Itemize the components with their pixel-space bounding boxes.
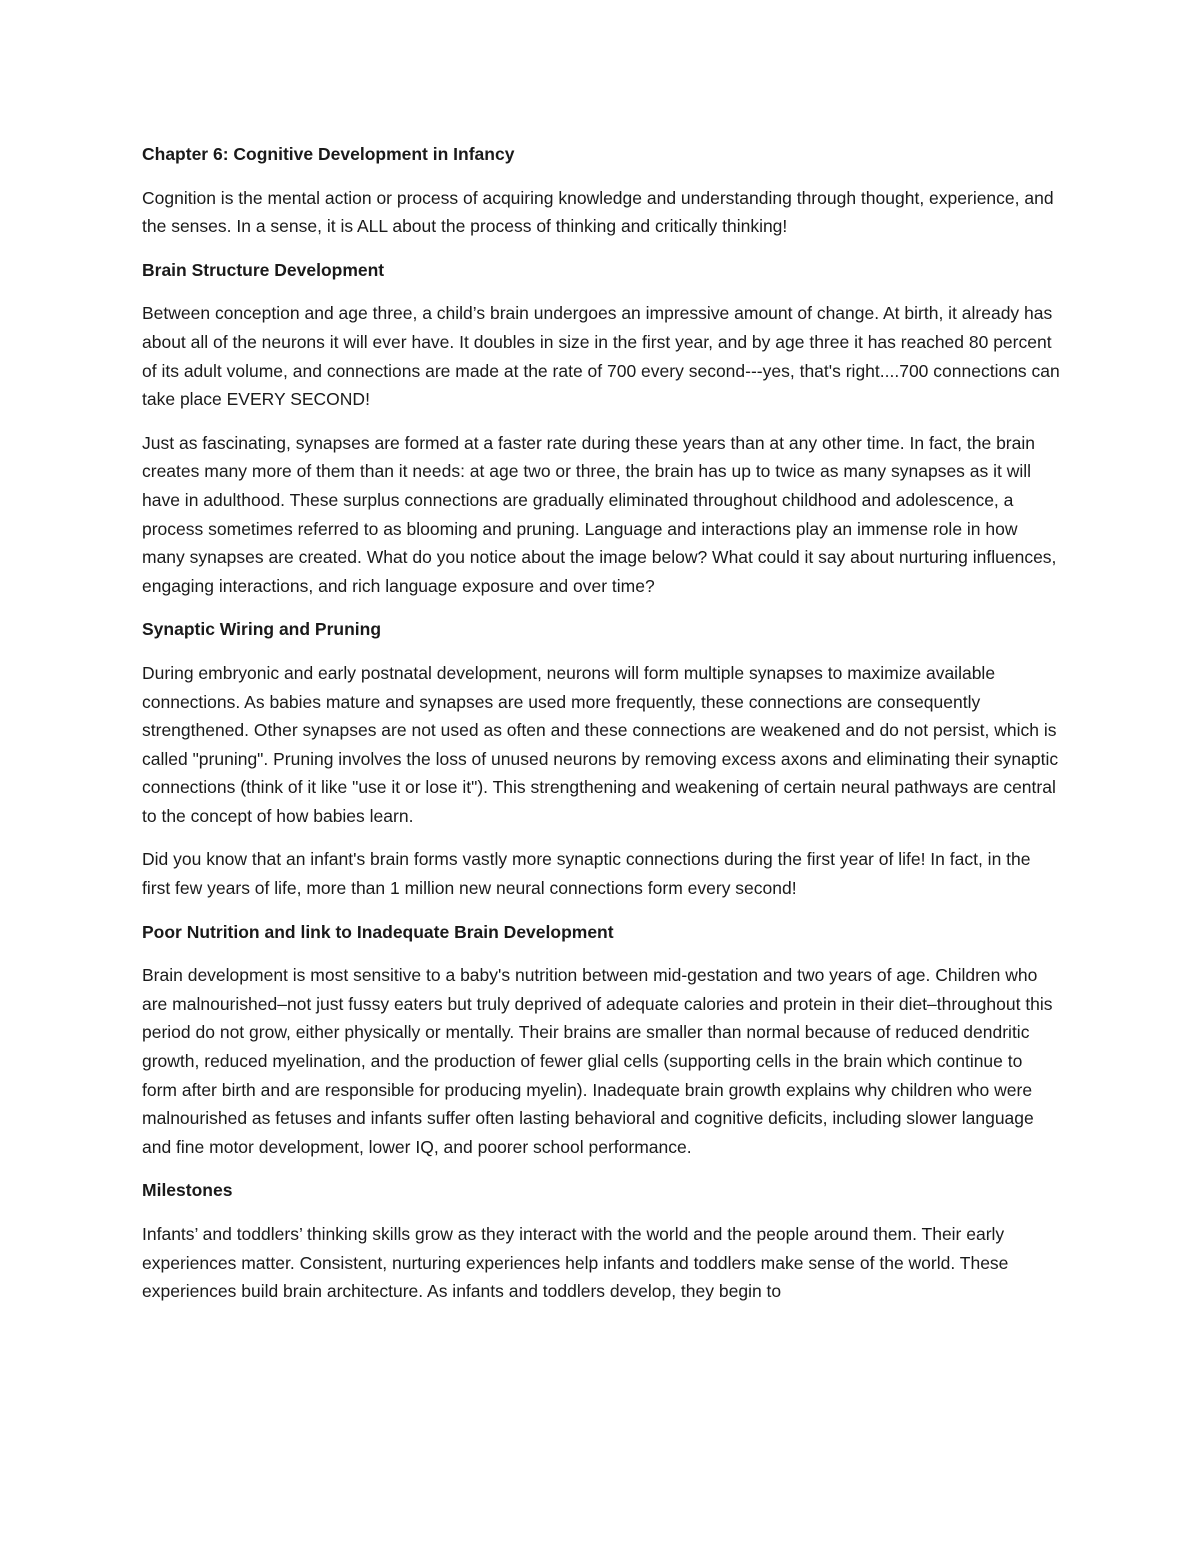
paragraph-synaptic-wiring-2: Did you know that an infant's brain forms vastly more synaptic connections during the first year of life! In fact, in the first few years of life, more than 1 million new neural connections form every second!: [142, 849, 1031, 899]
document-page: [142, 140, 1062, 1321]
section-heading-poor-nutrition: Poor Nutrition and link to Inadequate Brain Development: [142, 921, 614, 942]
paragraph-milestones-1: Infants’ and toddlers’ thinking skills grow as they interact with the world and the people around them. Their early experiences matter. Consistent, nurturing experiences help infants and toddlers make sense of the world. These experiences build brain architecture. As infants and toddlers develop, they begin to: [142, 1224, 1009, 1302]
section-heading-synaptic-wiring: Synaptic Wiring and Pruning: [142, 619, 382, 640]
paragraph-brain-structure-1: Between conception and age three, a child’s brain undergoes an impressive amount of change. At birth, it already has about all of the neurons it will ever have. It doubles in size in the first year, and by age three it has reached 80 percent of its adult volume, and connections are made at the rate of 700 every second---yes, that's right....700 connections can take place EVERY SECOND!: [142, 303, 1060, 410]
paragraph-brain-structure-2: Just as fascinating, synapses are formed at a faster rate during these years than at any other time. In fact, the brain creates many more of them than it needs: at age two or three, the brain has up to twice as many synapses as it will have in adulthood. These surplus connections are gradually eliminated throughout childhood and adolescence, a process sometimes referred to as blooming and pruning. Language and interactions play an immense role in how many synapses are created. What do you notice about the image below? What could it say about nurturing influences, engaging interactions, and rich language exposure and over time?: [142, 432, 1057, 596]
section-heading-milestones: Milestones: [142, 1180, 233, 1201]
section-heading-brain-structure: Brain Structure Development: [142, 259, 385, 280]
paragraph-synaptic-wiring-1: During embryonic and early postnatal development, neurons will form multiple synapses to maximize available connections. As babies mature and synapses are used more frequently, these connections are consequently strengthened. Other synapses are not used as often and these connections are weakened and do not persist, which is called "pruning". Pruning involves the loss of unused neurons by removing excess axons and eliminating their synaptic connections (think of it like "use it or lose it"). This strengthening and weakening of certain neural pathways are central to the concept of how babies learn.: [142, 662, 1059, 826]
paragraph-poor-nutrition-1: Brain development is most sensitive to a baby's nutrition between mid-gestation and two years of age. Children who are malnourished–not just fussy eaters but truly deprived of adequate calories and protein in their diet–throughout this period do not grow, either physically or mentally. Their brains are smaller than normal because of reduced dendritic growth, reduced myelination, and the production of fewer glial cells (supporting cells in the brain which continue to form after birth and are responsible for producing myelin). Inadequate brain growth explains why children who were malnourished as fetuses and infants suffer often lasting behavioral and cognitive deficits, including slower language and fine motor development, lower IQ, and poorer school performance.: [142, 965, 1053, 1157]
intro-paragraph: Cognition is the mental action or process of acquiring knowledge and understanding through thought, experience, and the senses. In a sense, it is ALL about the process of thinking and critically thinking!: [142, 187, 1054, 237]
chapter-title: Chapter 6: Cognitive Development in Infancy: [142, 144, 515, 164]
